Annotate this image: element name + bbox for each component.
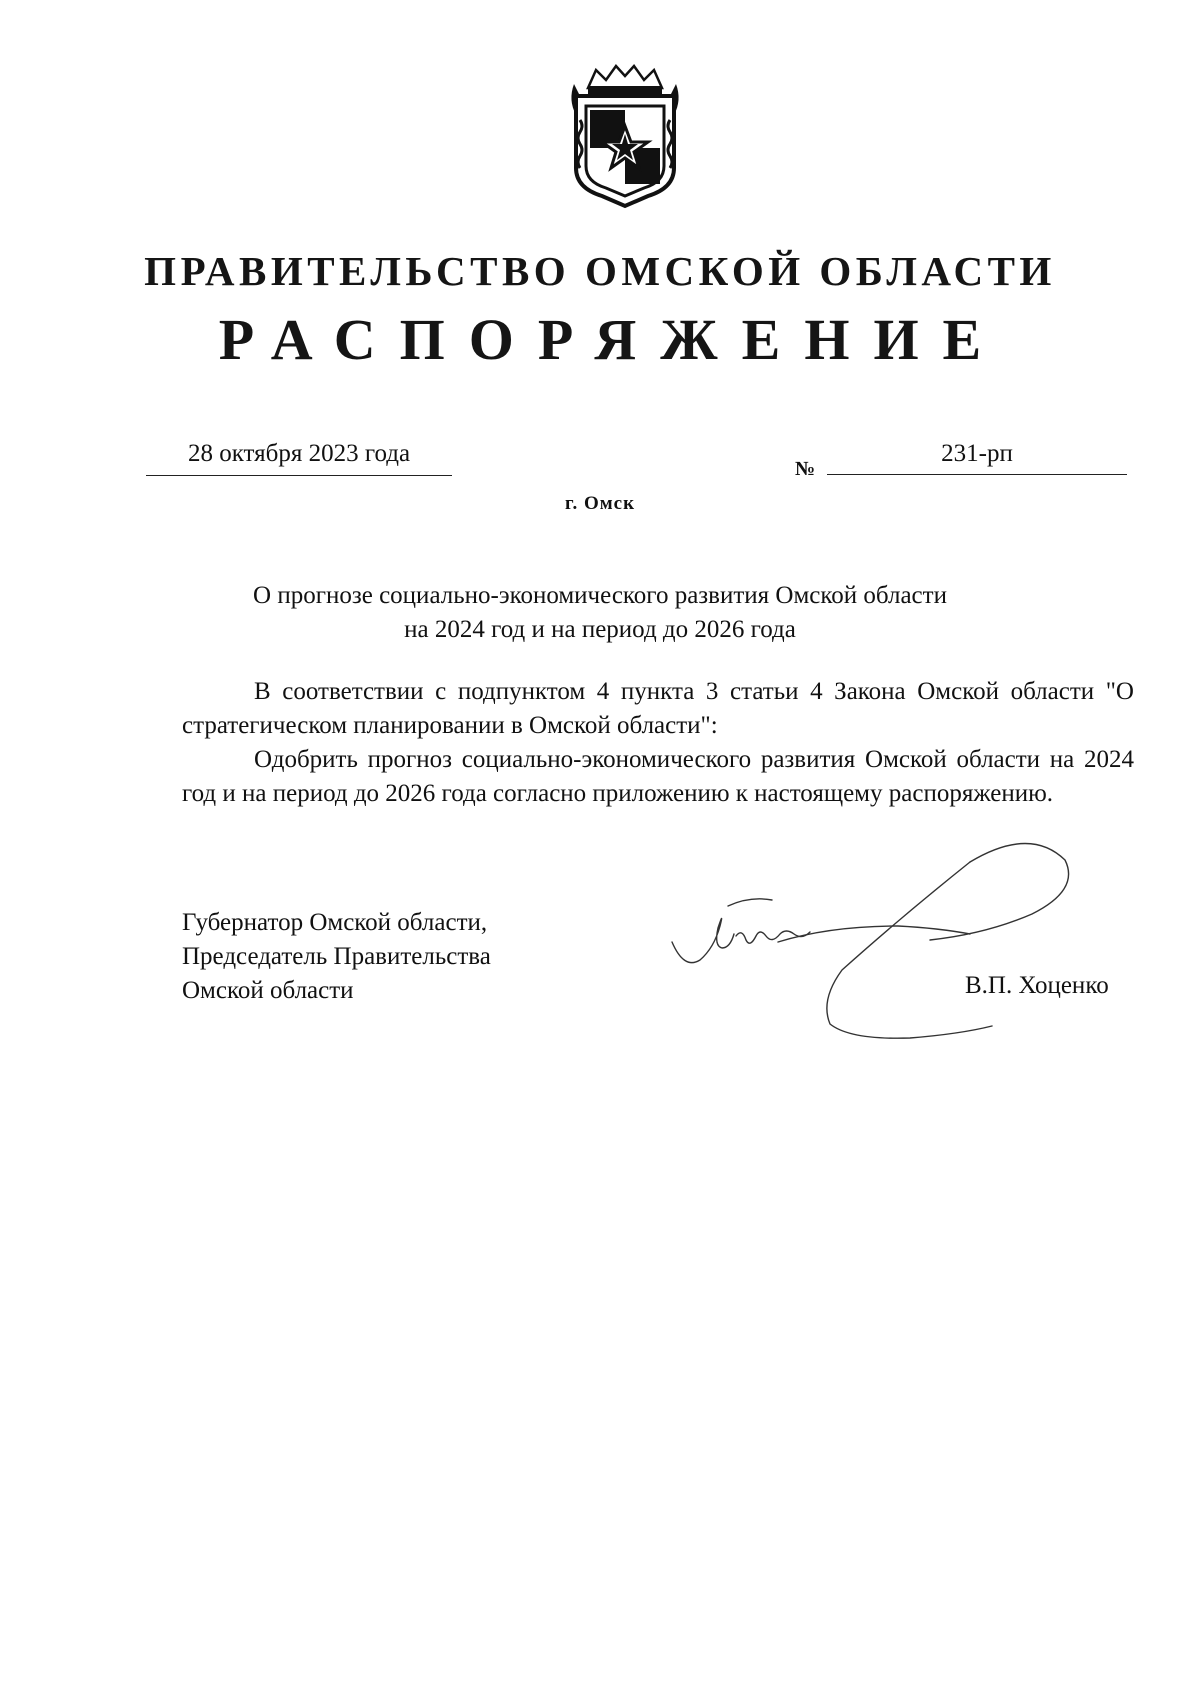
body-paragraph: В соответствии с подпунктом 4 пункта 3 статьи 4 Закона Омской области "О стратегическом планировании в Омской области": [182,678,1134,739]
document-subject [180,579,1020,647]
subject-line: на 2024 год и на период до 2026 года [404,616,796,643]
coat-of-arms-icon [566,60,684,210]
date-underline [146,475,452,476]
signatory-title-line: Омской области [182,977,354,1004]
number-sign: № [795,458,816,480]
signatory-title [182,906,491,1008]
document-type: РАСПОРЯЖЕНИЕ [218,307,1006,372]
organization-name: ПРАВИТЕЛЬСТВО ОМСКОЙ ОБЛАСТИ [144,248,1056,294]
signatory-title-line: Губернатор Омской области, [182,909,488,936]
document-body [182,675,1134,811]
body-paragraph: Одобрить прогноз социально-экономического развития Омской области на 2024 год и на период до 2026 года согласно приложению к настоящему распоряжению. [182,746,1134,807]
number-underline [827,474,1127,475]
signatory-title-line: Председатель Правительства [182,943,491,970]
signatory-name: В.П. Хоценко [965,972,1109,999]
document-number: 231-рп [941,440,1013,467]
handwritten-signature-icon [670,830,1090,1050]
document-city: г. Омск [564,493,636,514]
document-date: 28 октября 2023 года [187,440,411,467]
subject-line: О прогнозе социально-экономического развития Омской области [253,582,947,609]
